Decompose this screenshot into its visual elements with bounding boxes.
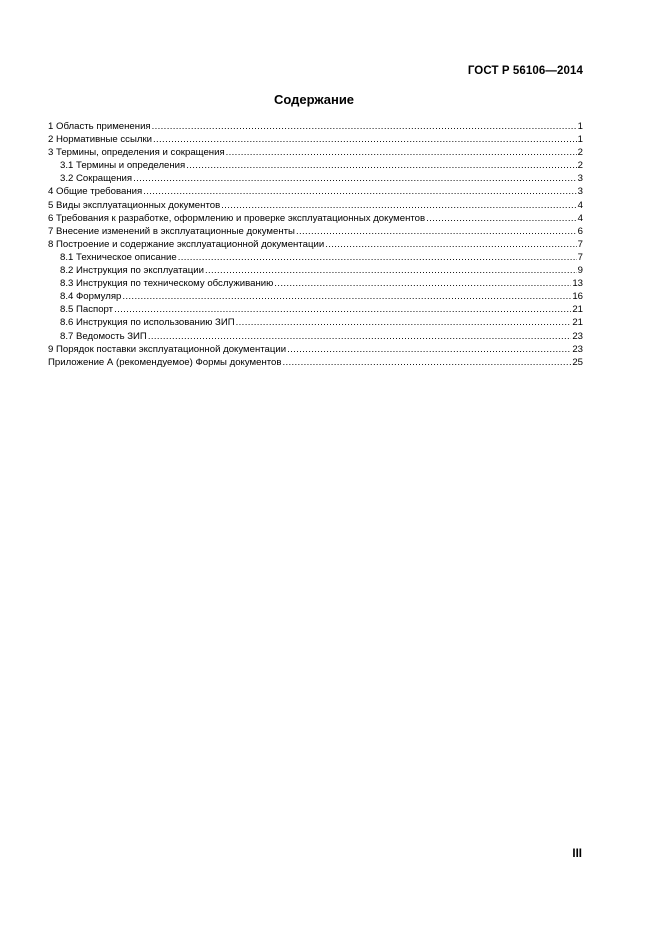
toc-entry-label: 3.1 Термины и определения (60, 160, 186, 172)
toc-entry-label: 3 Термины, определения и сокращения (48, 147, 225, 159)
page-number: III (572, 848, 582, 860)
toc-entry-page: 25 (572, 356, 583, 368)
toc-subentry[interactable] (48, 277, 583, 290)
toc-dot-leader (114, 303, 571, 316)
toc-entry-page: 16 (572, 291, 583, 303)
toc-entry[interactable] (48, 238, 583, 251)
toc-dot-leader (205, 264, 577, 277)
toc-entry-label: 8.5 Паспорт (60, 304, 114, 316)
toc-entry-label: 1 Область применения (48, 121, 151, 132)
toc-dot-leader (148, 330, 571, 343)
toc-dot-leader (122, 290, 571, 303)
table-of-contents (48, 120, 583, 369)
toc-entry-page: 1 (577, 121, 583, 132)
document-code: ГОСТ Р 56106—2014 (467, 65, 583, 77)
toc-dot-leader (426, 212, 577, 225)
toc-entry-page: 9 (577, 265, 583, 277)
toc-dot-leader (325, 238, 576, 251)
toc-subentry[interactable] (48, 316, 583, 329)
toc-dot-leader (282, 356, 571, 369)
toc-entry-label: Приложение А (рекомендуемое) Формы документов (48, 356, 282, 368)
toc-title: Содержание (273, 92, 355, 107)
toc-dot-leader (236, 316, 572, 329)
toc-dot-leader (287, 343, 571, 356)
toc-entry-label: 8.4 Формуляр (60, 291, 122, 303)
toc-entry[interactable] (48, 343, 583, 356)
toc-entry-page: 2 (577, 147, 583, 159)
toc-entry-page: 21 (572, 317, 583, 329)
toc-entry-page: 1 (577, 134, 583, 146)
toc-entry[interactable] (48, 212, 583, 225)
toc-entry[interactable] (48, 356, 583, 369)
toc-entry-page: 3 (577, 173, 583, 185)
toc-subentry[interactable] (48, 303, 583, 316)
toc-subentry[interactable] (48, 330, 583, 343)
toc-entry-page: 13 (572, 278, 583, 290)
toc-entry-label: 6 Требования к разработке, оформлению и проверке эксплуатационных документов (48, 212, 426, 224)
toc-dot-leader (274, 277, 571, 290)
toc-entry-label: 7 Внесение изменений в эксплуатационные документы (48, 225, 295, 237)
toc-entry-label: 9 Порядок поставки эксплуатационной документации (48, 343, 287, 355)
toc-subentry[interactable] (48, 264, 583, 277)
toc-dot-leader (152, 120, 577, 133)
toc-entry[interactable] (48, 133, 583, 146)
toc-entry-page: 3 (577, 186, 583, 198)
toc-entry-page: 23 (572, 330, 583, 342)
toc-subentry[interactable] (48, 172, 583, 185)
toc-entry-page: 2 (577, 160, 583, 172)
toc-entry[interactable] (48, 146, 583, 159)
toc-dot-leader (178, 251, 577, 264)
toc-entry-label: 2 Нормативные ссылки (48, 134, 153, 146)
toc-subentry[interactable] (48, 290, 583, 303)
toc-dot-leader (296, 225, 577, 238)
toc-dot-leader (133, 172, 577, 185)
toc-entry-page: 4 (577, 199, 583, 211)
toc-entry-label: 8.3 Инструкция по техническому обслуживанию (60, 278, 274, 290)
toc-entry-page: 7 (577, 238, 583, 250)
toc-entry[interactable] (48, 185, 583, 198)
toc-dot-leader (221, 199, 576, 212)
toc-subentry[interactable] (48, 159, 583, 172)
toc-entry[interactable] (48, 120, 583, 133)
toc-dot-leader (143, 185, 576, 198)
toc-entry-label: 8.7 Ведомость ЗИП (60, 330, 147, 342)
toc-entry-label: 4 Общие требования (48, 186, 143, 198)
toc-entry-label: 8.1 Техническое описание (60, 251, 177, 263)
toc-entry-label: 3.2 Сокращения (60, 173, 133, 185)
toc-dot-leader (186, 159, 576, 172)
toc-entry-page: 7 (577, 251, 583, 263)
toc-dot-leader (153, 133, 577, 146)
toc-entry-label: 5 Виды эксплуатационных документов (48, 199, 221, 211)
toc-entry[interactable] (48, 199, 583, 212)
toc-dot-leader (226, 146, 577, 159)
toc-entry-page: 4 (577, 212, 583, 224)
toc-entry-label: 8.2 Инструкция по эксплуатации (60, 265, 204, 277)
toc-entry-page: 23 (572, 343, 583, 355)
toc-entry-label: 8.6 Инструкция по использованию ЗИП (60, 317, 235, 329)
toc-entry-label: 8 Построение и содержание эксплуатационной документации (48, 238, 325, 250)
toc-entry-page: 6 (577, 225, 583, 237)
toc-subentry[interactable] (48, 251, 583, 264)
toc-entry[interactable] (48, 225, 583, 238)
toc-entry-page: 21 (572, 304, 583, 316)
